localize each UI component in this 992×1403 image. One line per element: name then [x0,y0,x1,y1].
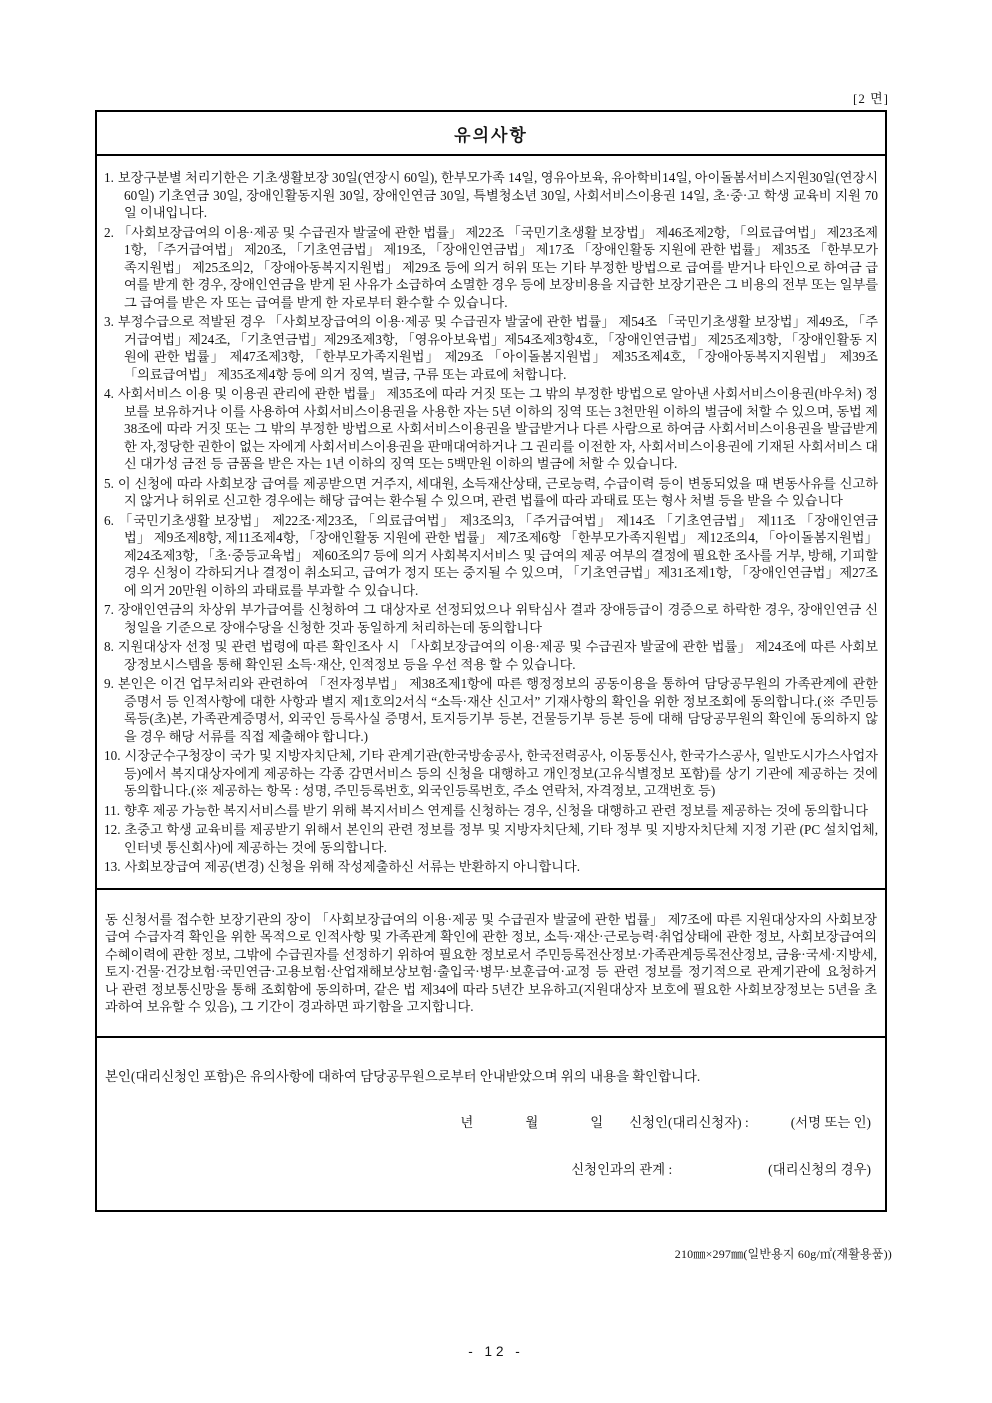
confirmation-section [97,1036,885,1210]
notice-item-text: 사회서비스 이용 및 이용권 관리에 관한 법률」 제35조에 따라 거짓 또는 그 밖의 부정한 방법으로 알아낸 사회서비스이용권(바우처) 정보를 보유하거나 이를 사용하여 사회서비스이용권을 사용한 자는 5년 이하의 징역 또는 3천만원 이하의 벌금에 처할 수 있으며, 동법 제38조에 따라 거짓 또는 그 밖의 부정한 방법으로 사회서비스이용권을 발급받거나 다른 사람으로 하여금 사회서비스이용권을 발급받게 한 자,정당한 권한이 없는 자에게 사회서비스이용권을 판매대여하거나 그 권리를 이전한 자, 사회서비스이용권에 기재된 사회서비스 대신 대가성 금전 등 금품을 받은 자는 1년 이하의 징역 또는 5백만원 이하의 벌금에 처할 수 있습니다. [117,386,878,471]
notice-item-number: 3. [104,314,114,329]
notice-item-text: 부정수급으로 적발된 경우 「사회보장급여의 이용·제공 및 수급권자 발굴에 관한 법률」 제54조 「국민기초생활 보장법」제49조, 「주거급여법」제24조, 「기초연금법」제29조제3항, 「영유아보육법」제54조제3항4호, 「장애인연금법」 제25조제3항, 「장애인활동 지원에 관한 법률」 제47조제3항, 「한부모가족지원법」 제29조 「아이돌봄지원법」 제35조제4호, 「장애아동복지지원법」 제39조 「의료급여법」 제35조제4항 등에 의거 징역, 벌금, 구류 또는 과료에 처합니다. [117,314,878,382]
notice-item [104,601,878,636]
notice-item-text: 본인은 이건 업무처리와 관련하여 「전자정부법」 제38조제1항에 따른 행정정보의 공동이용을 통하여 담당공무원의 가족관계에 관한 증명서 등 인적사항에 대한 사항과 별지 제1호의2서식 “소득·재산 신고서” 기재사항의 확인을 위한 정보조회에 동의합니다.(※ 주민등록등(초)본, 가족관계증명서, 외국인 등록사실 증명서, 토지등기부 등본, 건물등기부 등본 등에 대해 담당공무원의 확인에 동의하지 않을 경우 해당 서류를 직접 제출해야 합니다.) [117,676,878,744]
notice-item-number: 7. [104,602,114,617]
notice-item [104,475,878,510]
notice-item-number: 11. [104,802,120,818]
notice-item [104,675,878,745]
relation-note: (대리신청의 경우) [768,1162,871,1178]
paper-spec-note: 210㎜×297㎜(일반용지 60g/㎡(재활용품)) [674,1247,892,1261]
notice-item-text: 사회보장급여 제공(변경) 신청을 위해 작성제출하신 서류는 반환하지 아니합니다. [124,859,581,874]
signature-note: (서명 또는 인) [790,1115,871,1131]
retention-paragraph: 동 신청서를 접수한 보장기관의 장이 「사회보장급여의 이용·제공 및 수급권자 발굴에 관한 법률」 제7조에 따른 지원대상자의 사회보장급여 수급자격 확인을 위한 목적으로 인적사항 및 가족관계 확인에 관한 정보, 소득·재산·근로능력·취업상태에 관한 정보, 사회보장급여의 수혜이력에 관한 정보, 그밖에 수급권자를 선정하기 위하여 필요한 정보로서 주민등록전산정보·가족관계등록전산정보, 금융·국세·지방세, 토지·건물·건강보험·국민연금·고용보험·산업재해보상보험·출입국·병무·보훈급여·교정 등 관련 정보를 정기적으로 관계기관에 요청하거나 관련 정보통신망을 통해 조회함에 동의하며, 같은 법 제34에 따라 5년간 보유하고(지원대상자 보호에 필요한 사회보장정보는 5년을 초과하여 보유할 수 있음), 그 기간이 경과하면 파기함을 고지합니다. [97,888,885,1037]
notice-item-number: 13. [104,859,121,874]
notice-item-number: 9. [104,676,114,691]
notice-item-text: 장애인연금의 차상위 부가급여를 신청하여 그 대상자로 선정되었으나 위탁심사 결과 장애등급이 경증으로 하락한 경우, 장애인연금 신청일을 기준으로 장애수당을 신청한 것과 동일하게 처리하는데 동의합니다 [117,602,878,635]
notice-item [104,385,878,473]
notice-item-text: 이 신청에 따라 사회보장 급여를 제공받으면 거주지, 세대원, 소득재산상태, 근로능력, 수급이력 등이 변동되었을 때 변동사유를 신고하지 않거나 허위로 신고한 경우에는 해당 급여는 환수될 수 있으며, 관련 법률에 따라 과태료 또는 형사 처벌 등을 받을 수 있습니다 [117,475,878,508]
notice-item-number: 1. [104,170,114,185]
relation-row [105,1159,877,1178]
notice-item [104,858,878,876]
notice-item [104,512,878,600]
notice-item-text: 「국민기초생활 보장법」 제22조·제23조, 「의료급여법」 제3조의3, 「주거급여법」 제14조 「기초연금법」 제11조 「장애인연금법」 제9조제8항, 제11조제4항, 「장애인활동 지원에 관한 법률」 제7조제6항 「한부모가족지원법」 제12조의4, 「아이돌봄지원법」 제24조제3항, 「초·중등교육법」 제60조의7 등에 의거 사회복지서비스 및 급여의 제공 여부의 결정에 필요한 조사를 거부, 방해, 기피할 경우 신청이 각하되거나 결정이 취소되고, 급여가 정지 또는 중지될 수 있으며, 「기초연금법」제31조제1항, 「장애인연금법」제27조에 의거 20만원 이하의 과태료를 부과할 수 있습니다. [117,512,878,598]
notice-item-text: 초중고 학생 교육비를 제공받기 위해서 본인의 관련 정보를 정부 및 지방자치단체, 기타 정부 및 지방자치단체 지정 기관 (PC 설치업체, 인터넷 통신회사)에 제공하는 것에 동의합니다. [124,822,878,855]
notice-item-number: 8. [104,639,114,654]
notice-item-text: 시장군수구청장이 국가 및 지방자치단체, 기타 관계기관(한국방송공사, 한국전력공사, 이동통신사, 한국가스공사, 일반도시가스사업자 등)에서 복지대상자에게 제공하는 각종 감면서비스 등의 신청을 대행하고 개인정보(고유식별정보 포함)를 상기 기관에 제공하는 것에 동의합니다.(※ 제공하는 항목 : 성명, 주민등록번호, 외국인등록번호, 주소 연락처, 자격정보, 고객번호 등) [124,748,878,798]
notice-item-text: 지원대상자 선정 및 관련 법령에 따른 확인조사 시 「사회보장급여의 이용·제공 및 수급권자 발굴에 관한 법률」 제24조에 따른 사회보장정보시스템을 통해 확인된 소득·재산, 인적정보 등을 우선 적용 할 수 있습니다. [117,639,878,672]
notice-item [104,313,878,383]
page-side-label: [2 면] [853,91,889,106]
notice-title: 유의사항 [97,112,885,156]
confirmation-statement: 본인(대리신청인 포함)은 유의사항에 대하여 담당공무원으로부터 안내받았으며 위의 내용을 확인합니다. [105,1069,701,1085]
notice-item-text: 「사회보장급여의 이용·제공 및 수급권자 발굴에 관한 법률」 제22조 「국민기초생활 보장법」 제46조제2항, 「의료급여법」 제23조제1항, 「주거급여법」 제20조, 「기초연금법」 제19조, 「장애인연금법」 제17조 「장애인활동 지원에 관한 법률」 제35조 「한부모가족지원법」 제25조의2, 「장애아동복지지원법」 제29조 등에 의거 허위 또는 기타 부정한 방법으로 급여를 받거나 타인으로 하여금 급여를 받게 한 경우, 장애인연금을 받게 된 사유가 소급하여 소멸한 경우 등에 보장비용을 지급한 보장기관은 그 비용의 전부 또는 일부를 그 급여를 받은 자 또는 급여를 받게 한 자로부터 환수할 수 있습니다. [117,224,878,310]
relation-label: 신청인과의 관계 : [571,1162,673,1178]
notice-item [104,224,878,312]
notice-item-number: 6. [104,512,114,528]
notice-item-number: 10. [104,748,121,763]
signature-date-row [105,1112,877,1131]
notice-item-text: 향후 제공 가능한 복지서비스를 받기 위해 복지서비스 연계를 신청하는 경우, 신청을 대행하고 관련 정보를 제공하는 것에 동의합니다 [124,802,868,818]
notice-item [104,169,878,222]
applicant-label: 신청인(대리신청자) : [629,1115,749,1131]
notice-item-number: 5. [104,475,114,491]
notice-item [104,747,878,800]
notice-item-number: 2. [104,224,114,240]
month-label: 월 [525,1115,539,1131]
notice-item [104,638,878,673]
notice-item-number: 12. [104,822,121,837]
notice-item-text: 보장구분별 처리기한은 기초생활보장 30일(연장시 60일), 한부모가족 14일, 영유아보육, 유아학비14일, 아이돌봄서비스지원30일(연장시 60일) 기초연금 30일, 장애인활동지원 30일, 장애인연금 30일, 특별청소년 30일, 사회서비스이용권 14일, 초·중·고 학생 교육비 지원 70일 이내입니다. [117,170,878,220]
page-number: - 12 - [468,1344,524,1359]
notice-item [104,802,878,820]
notice-item-list [97,156,885,888]
year-label: 년 [460,1115,474,1131]
notice-item-number: 4. [104,386,114,401]
notice-item [104,821,878,856]
notice-box [95,110,887,1212]
day-label: 일 [590,1115,604,1131]
